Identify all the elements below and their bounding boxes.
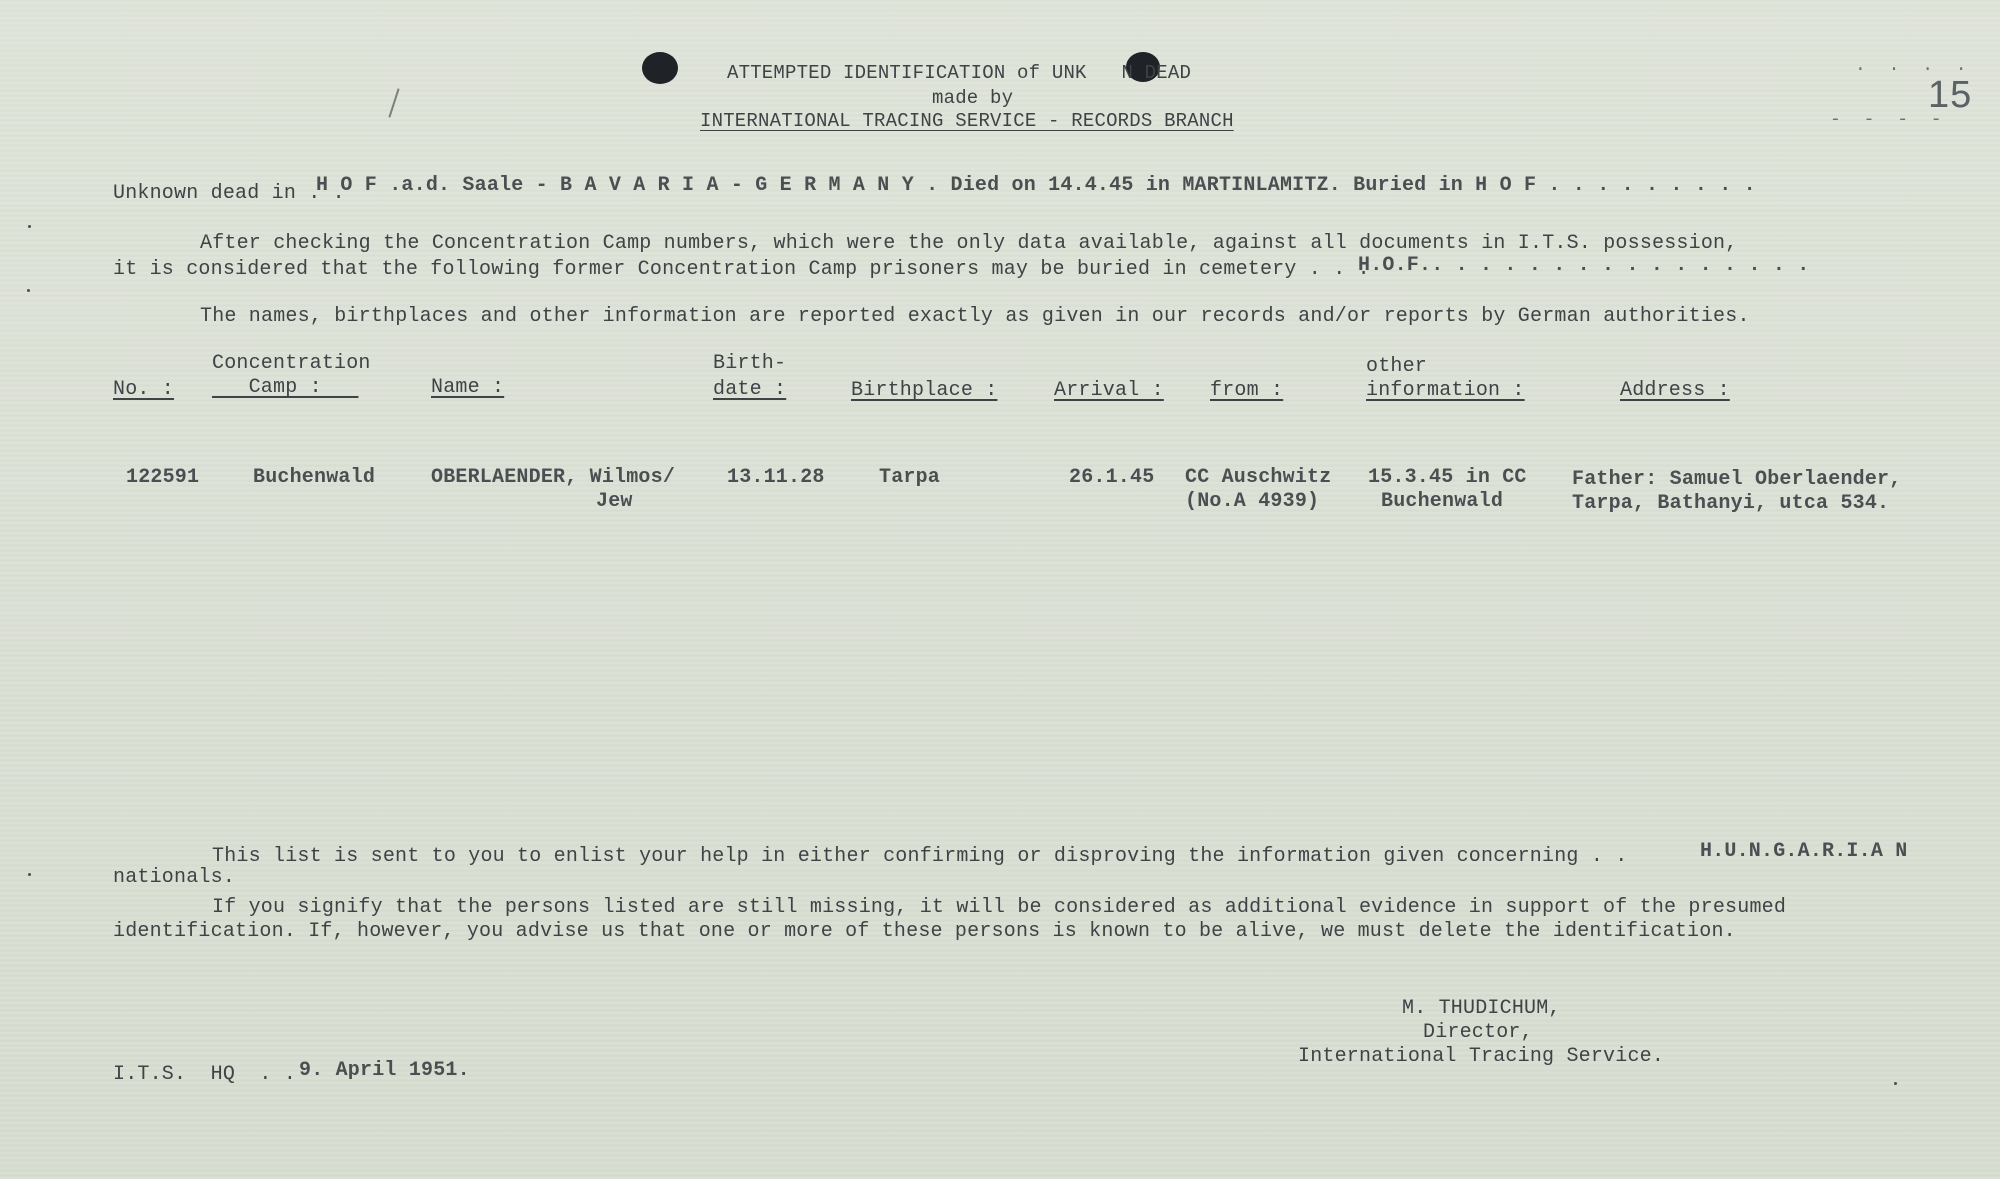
row-no: 122591 [126,466,200,489]
page-number: 15 [1928,74,1973,116]
col-header-from: from : [1210,379,1284,402]
unknown-dead-label: Unknown dead in . . [113,182,345,205]
row-arrival: 26.1.45 [1069,466,1155,489]
cemetery-name: H.O.F.. . . . . . . . . . . . . . . . [1358,254,1810,277]
col-header-information: information : [1366,379,1525,402]
col-header-other: other [1366,355,1428,378]
nationality: H.U.N.G.A.R.I.A N [1700,840,1908,863]
punch-hole-left [642,52,678,84]
col-header-camp: Camp : [212,376,359,399]
row-birthplace: Tarpa [879,466,941,489]
speck [27,289,30,292]
row-from: CC Auschwitz [1185,466,1332,489]
col-header-name: Name : [431,376,505,399]
list-sent-line: This list is sent to you to enlist your help in either confirming or disproving the information given concerning . . [212,845,1628,868]
signatory-title: Director, [1423,1021,1533,1044]
issue-date: 9. April 1951. [299,1059,470,1082]
row-birthdate: 13.11.28 [727,466,825,489]
col-header-no: No. : [113,378,175,401]
row-other: 15.3.45 in CC [1368,466,1527,489]
col-header-date: date : [713,378,787,401]
row-other-place: Buchenwald [1381,490,1504,513]
names-note: The names, birthplaces and other information are reported exactly as given in our records and/or reports by German authorities. [200,305,1750,328]
row-address-street: Tarpa, Bathanyi, utca 534. [1572,492,1890,515]
header-subtitle: made by [932,87,1014,109]
col-header-concentration: Concentration [212,352,371,375]
signatory-name: M. THUDICHUM, [1402,997,1561,1020]
speck [1894,1082,1897,1085]
row-from-number: (No.A 4939) [1185,490,1320,513]
col-header-address: Address : [1620,379,1730,402]
missing-line-2: identification. If, however, you advise us that one or more of these persons is known to be alive, we must delete the identification. [113,920,1736,943]
row-address: Father: Samuel Oberlaender, [1572,468,1902,491]
signatory-org: International Tracing Service. [1298,1045,1665,1068]
row-camp: Buchenwald [253,466,376,489]
checking-line-1: After checking the Concentration Camp numbers, which were the only data available, against all documents in I.T.S. possession, [200,232,1738,255]
hq-label: I.T.S. HQ . . [113,1063,297,1086]
corner-dots-bottom: - - - - [1830,110,1948,130]
missing-line-1: If you signify that the persons listed are still missing, it will be considered as additional evidence in support of the presumed [212,896,1787,919]
header-branch: INTERNATIONAL TRACING SERVICE - RECORDS BRANCH [700,110,1234,132]
corner-dots-top: . . . . [1855,56,1973,76]
nationals-word: nationals. [113,866,236,889]
col-header-birth: Birth- [713,352,787,375]
speck [28,225,31,228]
row-name: OBERLAENDER, Wilmos/ [431,466,676,489]
col-header-arrival: Arrival : [1054,379,1164,402]
col-header-birthplace: Birthplace : [851,379,998,402]
speck [28,873,31,876]
header-title: ATTEMPTED IDENTIFICATION of UNK N DEAD [727,62,1192,84]
unknown-dead-location: H O F .a.d. Saale - B A V A R I A - G E R M A N Y . Died on 14.4.45 in MARTINLAMITZ. Buried in H O F . . . . . . . . . [316,174,1756,197]
checking-line-2: it is considered that the following former Concentration Camp prisoners may be buried in cemetery . . . [113,258,1370,281]
row-name-note: Jew [596,490,633,513]
pen-stroke [388,88,399,117]
